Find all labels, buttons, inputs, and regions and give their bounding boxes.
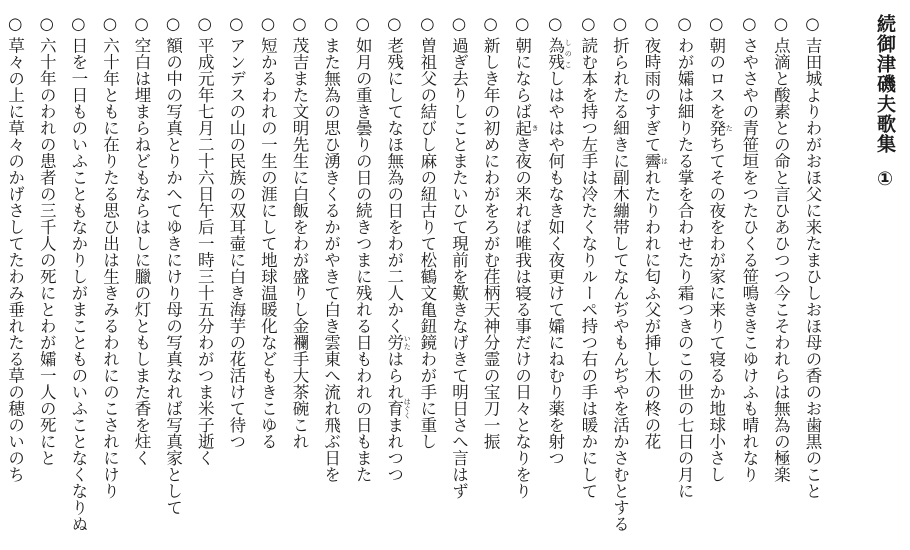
poem-text: 朝のロスを [706, 37, 726, 120]
poem-line [700, 14, 733, 534]
ruby-base: 労 [384, 334, 404, 351]
poem-text: 草々の上に草々のかげさしてたわみ垂れたる草の穂のいのち [5, 37, 25, 483]
poem-line [378, 14, 411, 534]
bullet-mark: ○ [100, 14, 120, 33]
bullet-mark: ○ [226, 14, 246, 33]
poem-line [315, 14, 347, 534]
ruby-annotated-word [642, 152, 669, 170]
poem-line [604, 14, 636, 534]
poem-text: 六十年のわれの患者の三千人の死にとわが孀一人の死にと [37, 37, 57, 466]
poem-text: アンデスの山の民族の双耳壷に白き海芋の花活けて待つ [226, 37, 246, 450]
bullet-mark: ○ [739, 14, 759, 33]
bullet-mark: ○ [353, 14, 373, 33]
poem-line [283, 14, 315, 534]
bullet-mark: ○ [5, 14, 25, 33]
bullet-mark: ○ [163, 14, 183, 33]
poem-line [31, 14, 63, 534]
bullet-mark: ○ [258, 14, 278, 33]
bullet-mark: ○ [803, 14, 822, 33]
ruby-base: 為残 [545, 37, 565, 70]
poem-text: 短かるわれの一生の涯にして地球温暖化などもきこゆる [258, 37, 278, 450]
poem-line [443, 14, 475, 534]
ruby-annotated-word [512, 119, 540, 137]
bullet-mark: ○ [290, 14, 309, 33]
poem-line [572, 14, 604, 534]
bullet-mark: ○ [512, 14, 532, 33]
bullet-mark: ○ [449, 14, 469, 33]
ruby-annotated-word [706, 119, 734, 137]
poem-line [474, 14, 506, 534]
ruby-reading: は [660, 152, 669, 169]
bullet-mark: ○ [706, 14, 726, 33]
ruby-annotated-word [545, 37, 573, 70]
ruby-reading: いた [403, 334, 412, 351]
volume-number: ① [874, 168, 896, 191]
poem-text: 老残にしてなほ無為の日をわが二人かく [384, 37, 404, 334]
poem-text: 空白は埋まらねどもならはしに臘の灯ともしまた香を炷く [132, 37, 152, 466]
poem-line [506, 14, 539, 534]
poem-line [125, 14, 157, 534]
poem-text: わが孀は細りたる掌を合わせたり霜つきのこの世の七日の月に [675, 37, 695, 499]
ruby-annotated-word [384, 334, 412, 351]
ruby-reading: た [725, 119, 734, 136]
poem-text: 読む本を持つ左手は冷たくなりルーペ持つ右の手は暖かにして [578, 37, 598, 499]
ruby-annotated-word [384, 397, 412, 419]
poem-line [539, 14, 572, 534]
poem-line [252, 14, 284, 534]
poem-line [62, 14, 94, 534]
poem-text: また無為の思ひ湧きくるかがやきて白き雲東へ流れ飛ぶ日を [321, 37, 341, 483]
ruby-base: 発 [706, 119, 726, 136]
poem-text: 吉田城よりわがおほ父に来たまひしおほ母の香のお歯黒のこと [803, 37, 822, 499]
poem-line [347, 14, 379, 534]
bullet-mark: ○ [642, 14, 662, 33]
ruby-base: 育 [384, 397, 404, 419]
poem-text: まれつつ [384, 416, 404, 483]
poem-line [189, 14, 221, 534]
poem-line [220, 14, 252, 534]
poem-line [733, 14, 765, 534]
ruby-reading: はぐく [403, 397, 412, 419]
bullet-mark: ○ [610, 14, 630, 33]
poem-text: き夜の来れば唯我は寝る事だけの日々となりをり [512, 136, 532, 499]
poem-text: 額の中の写真とりかへてゆきにけり母の写真なれば写真家として [163, 37, 183, 516]
poem-text: 新しき年の初めにわがをろがむ荏柄天神分霊の宝刀一振 [481, 37, 501, 450]
poem-line [796, 14, 828, 534]
poem-text: はられ [384, 350, 404, 400]
ruby-reading: しのこ [564, 37, 573, 70]
poem-line [765, 14, 797, 534]
poem-text: 曽祖父の結びし麻の紐古りて松鶴文亀鈕鏡わが手に重し [417, 37, 437, 450]
poem-text: さやさやの青笹垣をつたひくる笹鳴ききこゆけふも晴れなり [739, 37, 759, 483]
poem-text: ちてその夜をわが家に来りて寝るか地球小さし [706, 136, 726, 483]
poem-text: 茂吉また文明先生に白飯をわが盛りし金襴手大茶碗これ [290, 37, 309, 450]
bullet-mark: ○ [195, 14, 215, 33]
bullet-mark: ○ [675, 14, 695, 33]
poem-text: 点滴と酸素との命と言ひあひつつ今こそわれらは無為の極楽 [771, 37, 791, 483]
bullet-mark: ○ [132, 14, 152, 33]
bullet-mark: ○ [545, 14, 565, 33]
ruby-base: 起 [512, 119, 532, 136]
bullet-mark: ○ [578, 14, 598, 33]
poem-line [635, 14, 668, 534]
bullet-mark: ○ [68, 14, 88, 33]
bullet-mark: ○ [37, 14, 57, 33]
collection-title-text: 続御津磯夫歌集 [874, 14, 896, 154]
ruby-base: 霽 [642, 152, 662, 169]
poem-line [94, 14, 126, 534]
poem-text: 平成元年七月二十六日午后一時三十五分わがつま米子逝く [195, 37, 215, 466]
poem-text: れたりわれに匂ふ父が挿し木の柊の花 [642, 169, 662, 450]
poem-line [669, 14, 701, 534]
poem-list [0, 14, 828, 534]
poem-line [0, 14, 31, 534]
poem-text: 如月の重き曇りの日の続きつまに残れる日もわれの日もまた [353, 37, 373, 483]
poem-text: 六十年ともに在りたる思ひ出は生きみるわれにのこされにけり [100, 37, 120, 499]
bullet-mark: ○ [417, 14, 437, 33]
poem-text: 過ぎ去りしことまたいひて現前を歎きなげきて明日さへ言はず [449, 37, 469, 499]
poem-text: 朝にならば [512, 37, 532, 120]
poem-line [157, 14, 189, 534]
poem-text: 折られたる細きに副木繃帯してなんぢやもんぢやを活かさむとする [610, 37, 630, 532]
bullet-mark: ○ [384, 14, 404, 33]
bullet-mark: ○ [771, 14, 791, 33]
ruby-reading: き [531, 119, 540, 136]
collection-title [870, 14, 900, 191]
poem-line [411, 14, 443, 534]
bullet-mark: ○ [321, 14, 341, 33]
poem-text: しはやはや何もなき如く夜更けて孀にねむり薬を射つ [545, 70, 565, 466]
bullet-mark: ○ [481, 14, 501, 33]
poem-text: 日を一日ものいふこともなかりしがまことものいふことなくなりぬ [68, 37, 88, 532]
poem-text: 夜時雨のすぎて [642, 37, 662, 153]
